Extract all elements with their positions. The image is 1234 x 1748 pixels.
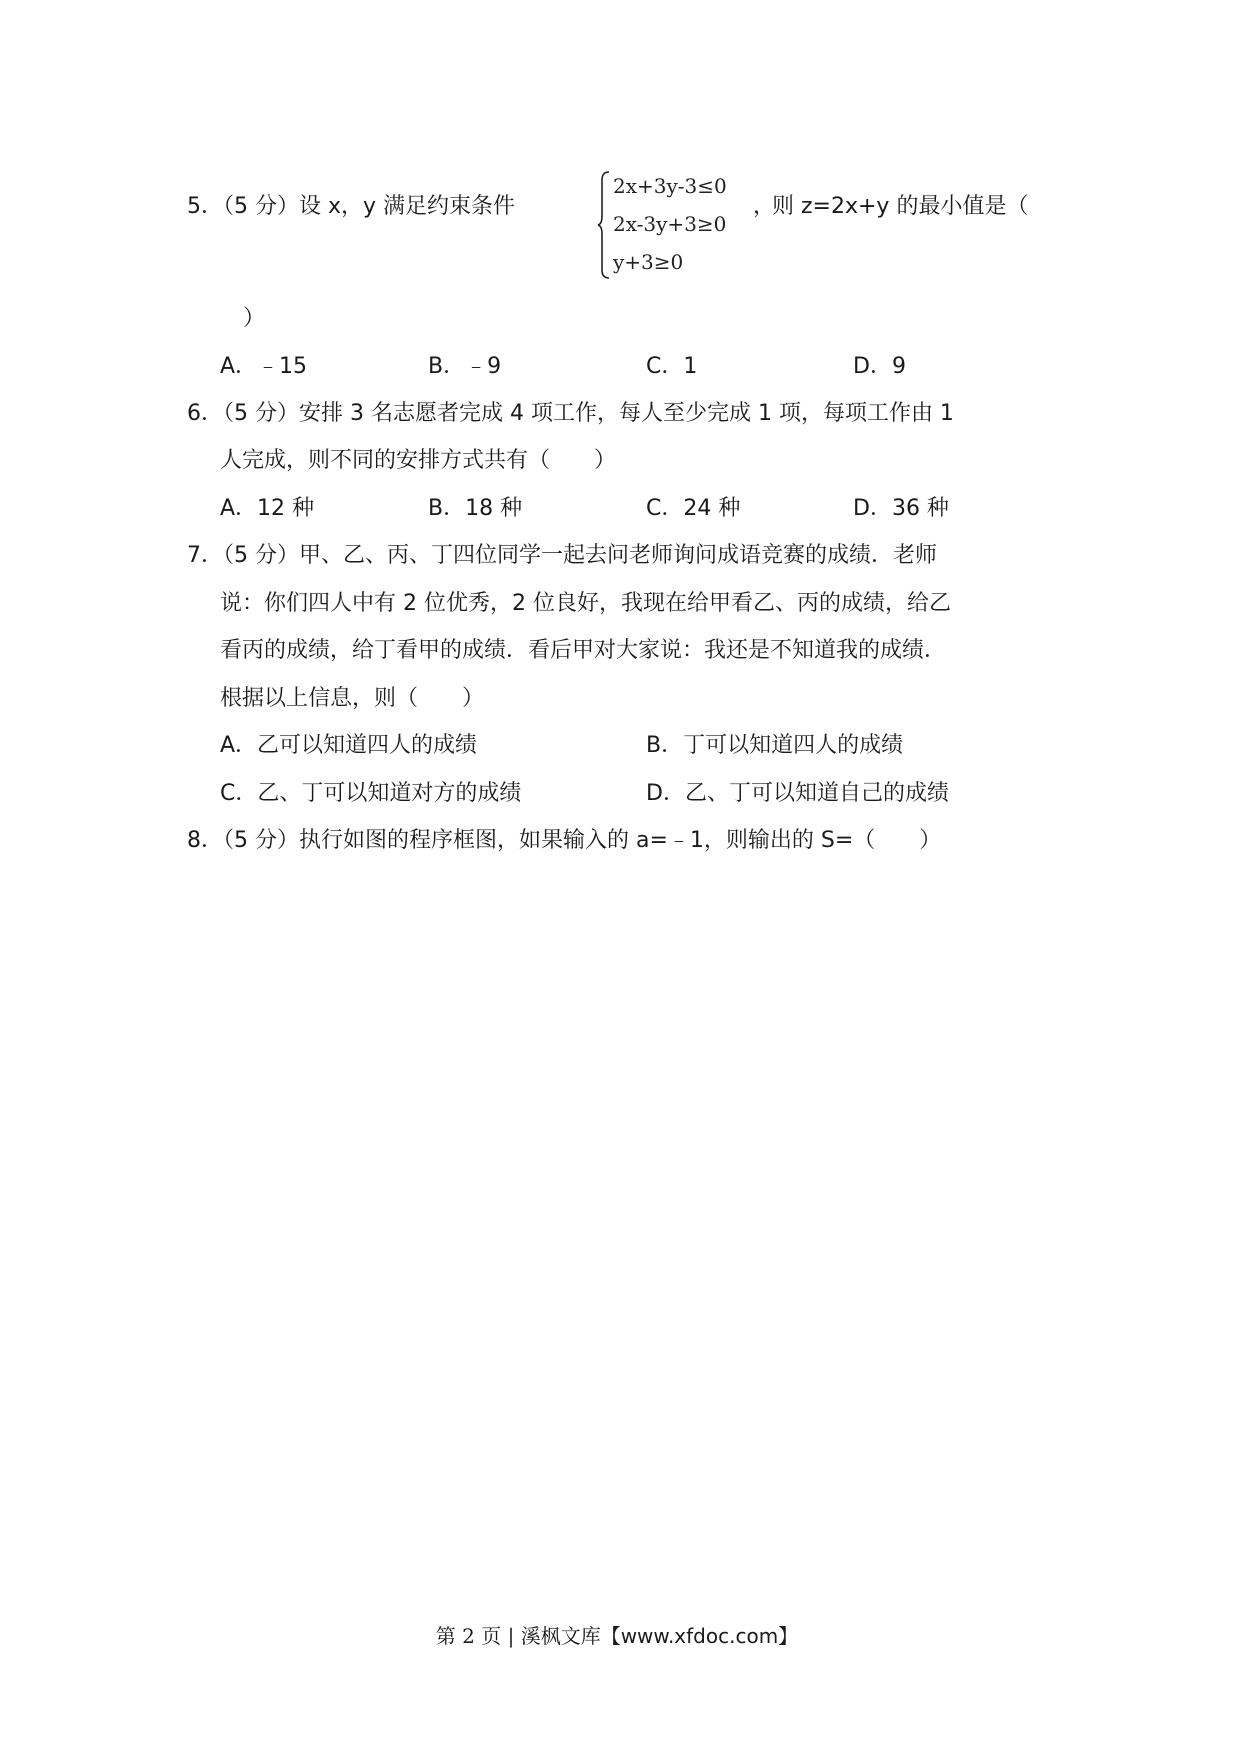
left-brace-icon: [597, 170, 611, 280]
q5-option-d: D．9: [853, 354, 906, 379]
q5-stem-after: 则 z=2x+y 的最小值是（: [772, 194, 1029, 219]
q5-option-c: C．1: [646, 354, 698, 379]
q6-option-c: C．24 种: [646, 496, 741, 521]
q5-option-a: A．﹣15: [220, 354, 308, 379]
q6-option-d: D．36 种: [853, 496, 949, 521]
q6-line-2: 人完成，则不同的安排方式共有（ ）: [220, 448, 617, 473]
q5-constraint-system: [597, 170, 747, 280]
q5-constraint-3: y+3≥0: [613, 250, 684, 274]
q8-line-1: 8．（5 分）执行如图的程序框图，如果输入的 a=﹣1，则输出的 S=（ ）: [187, 828, 942, 853]
q7-line-3: 看丙的成绩，给丁看甲的成绩．看后甲对大家说：我还是不知道我的成绩．: [220, 638, 947, 663]
q5-constraint-2: 2x-3y+3≥0: [613, 212, 727, 236]
q7-option-d: D．乙、丁可以知道自己的成绩: [646, 781, 949, 806]
q5-constraint-1: 2x+3y-3≤0: [613, 174, 727, 198]
footer-page-label: 第 2 页 | 溪枫文库: [435, 1624, 601, 1648]
q7-option-a: A．乙可以知道四人的成绩: [220, 733, 478, 758]
q7-line-1: 7．（5 分）甲、乙、丙、丁四位同学一起去问老师询问成语竞赛的成绩．老师: [187, 543, 937, 568]
q7-option-c: C．乙、丁可以知道对方的成绩: [220, 781, 522, 806]
q6-line-1: 6．（5 分）安排 3 名志愿者完成 4 项工作，每人至少完成 1 项，每项工作由 1: [187, 401, 954, 426]
page-footer: [0, 1622, 1234, 1650]
q6-option-a: A．12 种: [220, 496, 315, 521]
footer-url[interactable]: 【www.xfdoc.com】: [600, 1624, 799, 1648]
q7-option-b: B．丁可以知道四人的成绩: [646, 733, 904, 758]
q5-comma: ，: [753, 194, 776, 219]
q5-stem-close: ）: [243, 306, 266, 331]
q7-line-4: 根据以上信息，则（ ）: [220, 686, 485, 711]
q5-option-b: B．﹣9: [428, 354, 502, 379]
q7-line-2: 说：你们四人中有 2 位优秀，2 位良好，我现在给甲看乙、丙的成绩，给乙: [220, 591, 951, 616]
q5-stem-before: 5．（5 分）设 x，y 满足约束条件: [187, 194, 516, 219]
q6-option-b: B．18 种: [428, 496, 523, 521]
